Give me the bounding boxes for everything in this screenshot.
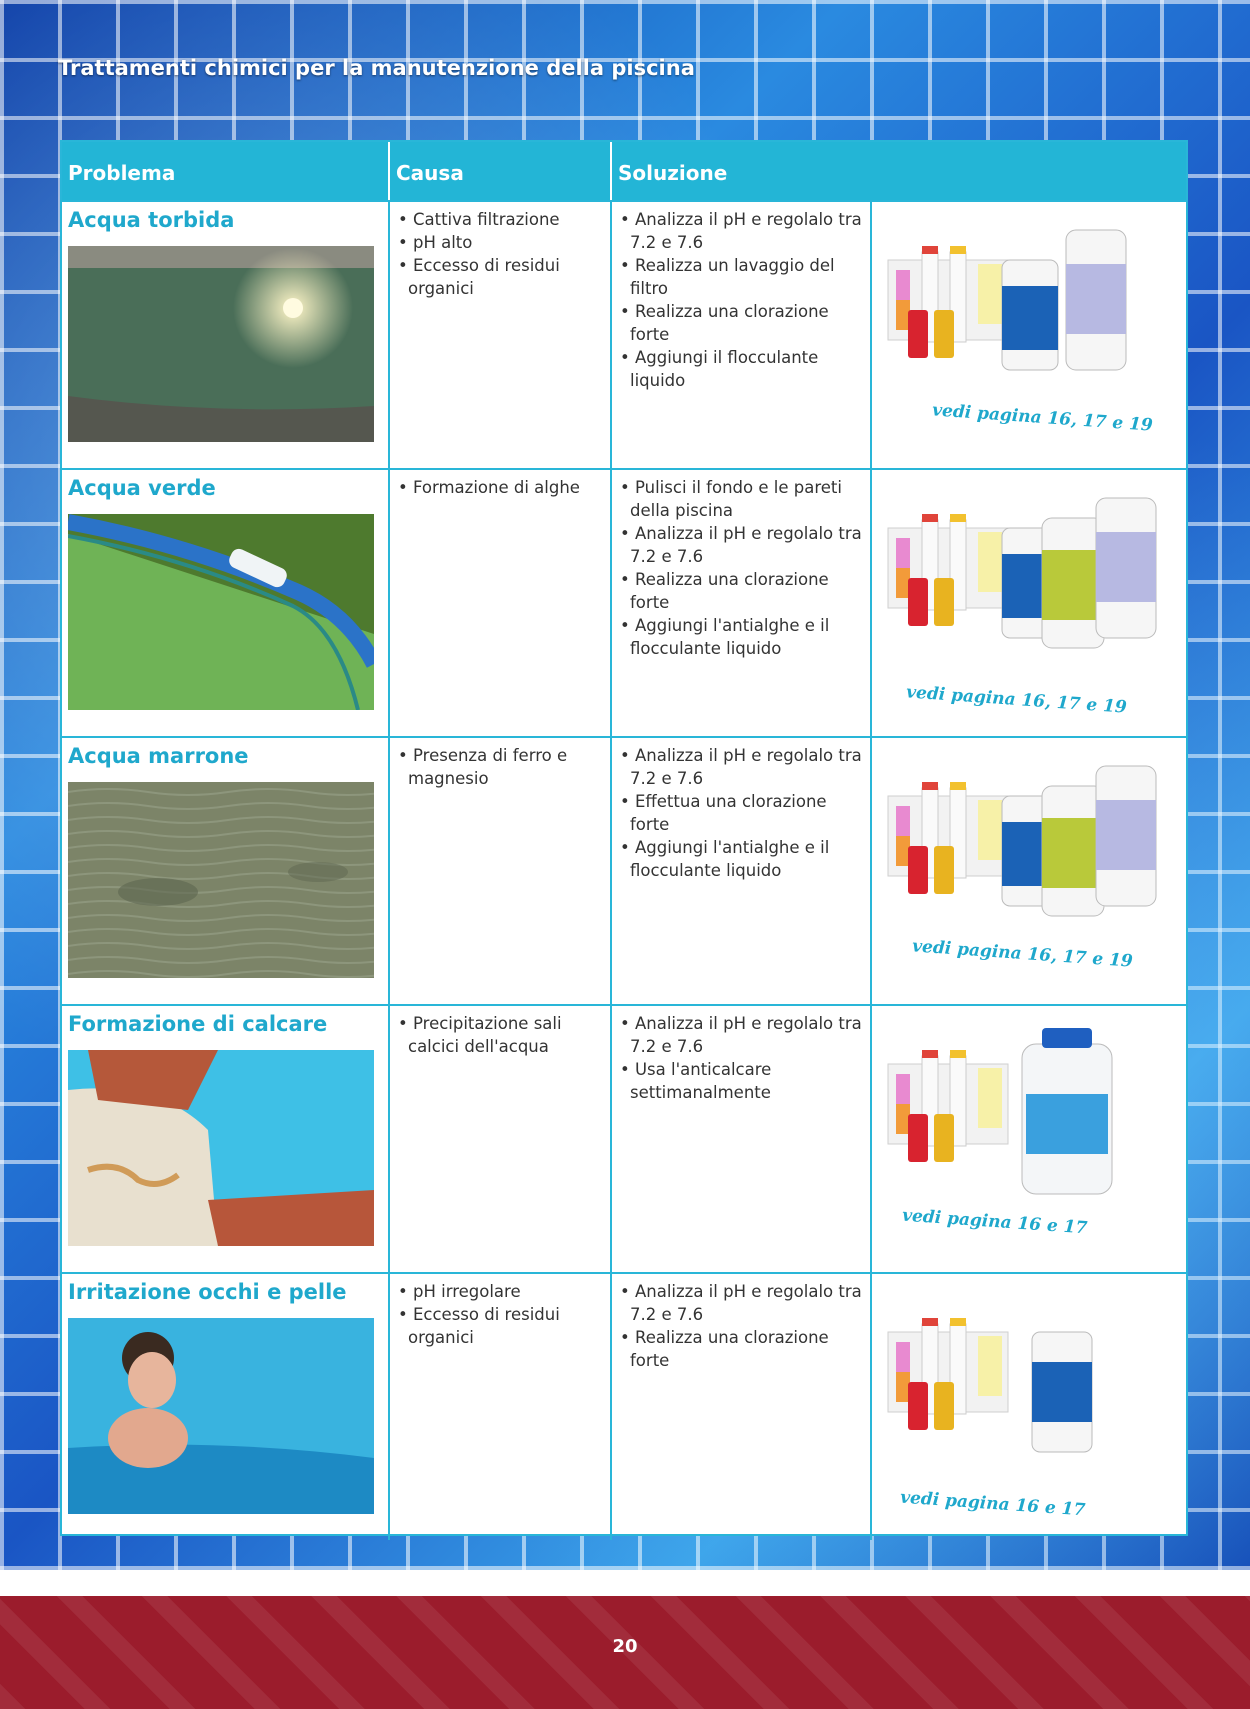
problem-cell [62, 202, 388, 468]
white-strip [0, 1570, 1250, 1596]
solution-cell [610, 202, 870, 468]
cause-list [390, 738, 610, 790]
problem-title: Acqua torbida [68, 208, 235, 232]
cause-cell [388, 1006, 610, 1272]
cause-item: • pH irregolare [398, 1280, 604, 1303]
solution-cell [610, 1274, 870, 1540]
table-header [62, 142, 1186, 200]
solution-list [612, 470, 870, 660]
solution-list [612, 202, 870, 392]
table-row [62, 736, 1186, 1004]
solution-item: • Analizza il pH e regolalo tra 7.2 e 7.6 [620, 1280, 864, 1326]
problem-cell [62, 1274, 388, 1540]
products-cell [870, 202, 1188, 468]
page-title: Trattamenti chimici per la manutenzione della piscina [58, 56, 695, 80]
cause-list [390, 1274, 610, 1349]
solution-item: • Realizza una clorazione forte [620, 300, 864, 346]
header-causa: Causa [388, 142, 610, 200]
cause-item: • Eccesso di residui organici [398, 254, 604, 300]
table-row [62, 468, 1186, 736]
solution-list [612, 1274, 870, 1372]
problem-title: Acqua verde [68, 476, 216, 500]
cause-item: • pH alto [398, 231, 604, 254]
problem-cell [62, 470, 388, 736]
cause-list [390, 202, 610, 300]
solution-item: • Analizza il pH e regolalo tra 7.2 e 7.6 [620, 208, 864, 254]
table-row [62, 1004, 1186, 1272]
cause-item: • Precipitazione sali calcici dell'acqua [398, 1012, 604, 1058]
products-cell [870, 470, 1188, 736]
table-row [62, 200, 1186, 468]
page-reference[interactable]: vedi pagina 16, 17 e 19 [931, 400, 1154, 436]
cause-cell [388, 738, 610, 1004]
page-reference[interactable]: vedi pagina 16, 17 e 19 [905, 682, 1128, 718]
page-reference[interactable]: vedi pagina 16 e 17 [899, 1487, 1086, 1521]
problem-cell [62, 1006, 388, 1272]
table-row [62, 1272, 1186, 1540]
footer [0, 1596, 1250, 1709]
problem-photo [68, 782, 374, 978]
problem-title: Acqua marrone [68, 744, 249, 768]
products-cell [870, 738, 1188, 1004]
solution-item: • Aggiungi l'antialghe e il flocculante liquido [620, 614, 864, 660]
problem-photo [68, 514, 374, 710]
products-cell [870, 1006, 1188, 1272]
solution-list [612, 738, 870, 882]
products-image [882, 1024, 1182, 1204]
problem-title: Irritazione occhi e pelle [68, 1280, 347, 1304]
products-image [882, 1292, 1182, 1472]
solution-list [612, 1006, 870, 1104]
cause-cell [388, 202, 610, 468]
solution-item: • Effettua una clorazione forte [620, 790, 864, 836]
cause-list [390, 1006, 610, 1058]
problem-photo [68, 1318, 374, 1514]
products-image [882, 756, 1182, 936]
solution-cell [610, 738, 870, 1004]
solution-item: • Usa l'anticalcare settimanalmente [620, 1058, 864, 1104]
solution-item: • Analizza il pH e regolalo tra 7.2 e 7.6 [620, 1012, 864, 1058]
products-image [882, 488, 1182, 668]
problem-title: Formazione di calcare [68, 1012, 328, 1036]
products-cell [870, 1274, 1188, 1540]
solution-item: • Analizza il pH e regolalo tra 7.2 e 7.6 [620, 744, 864, 790]
cause-list [390, 470, 610, 499]
products-image [882, 220, 1182, 400]
solution-cell [610, 470, 870, 736]
cause-cell [388, 470, 610, 736]
solution-item: • Realizza una clorazione forte [620, 1326, 864, 1372]
cause-item: • Formazione di alghe [398, 476, 604, 499]
solution-item: • Aggiungi il flocculante liquido [620, 346, 864, 392]
page-reference[interactable]: vedi pagina 16, 17 e 19 [911, 936, 1134, 972]
solution-item: • Realizza un lavaggio del filtro [620, 254, 864, 300]
problem-cell [62, 738, 388, 1004]
solution-cell [610, 1006, 870, 1272]
treatment-table [60, 140, 1188, 1536]
solution-item: • Analizza il pH e regolalo tra 7.2 e 7.6 [620, 522, 864, 568]
problem-photo [68, 1050, 374, 1246]
cause-item: • Eccesso di residui organici [398, 1303, 604, 1349]
problem-photo [68, 246, 374, 442]
cause-item: • Cattiva filtrazione [398, 208, 604, 231]
header-problema: Problema [68, 161, 176, 185]
solution-item: • Aggiungi l'antialghe e il flocculante liquido [620, 836, 864, 882]
solution-item: • Pulisci il fondo e le pareti della piscina [620, 476, 864, 522]
cause-item: • Presenza di ferro e magnesio [398, 744, 604, 790]
solution-item: • Realizza una clorazione forte [620, 568, 864, 614]
cause-cell [388, 1274, 610, 1540]
page-reference[interactable]: vedi pagina 16 e 17 [901, 1205, 1088, 1239]
header-soluzione: Soluzione [610, 142, 1188, 200]
page-number: 20 [612, 1636, 638, 1657]
